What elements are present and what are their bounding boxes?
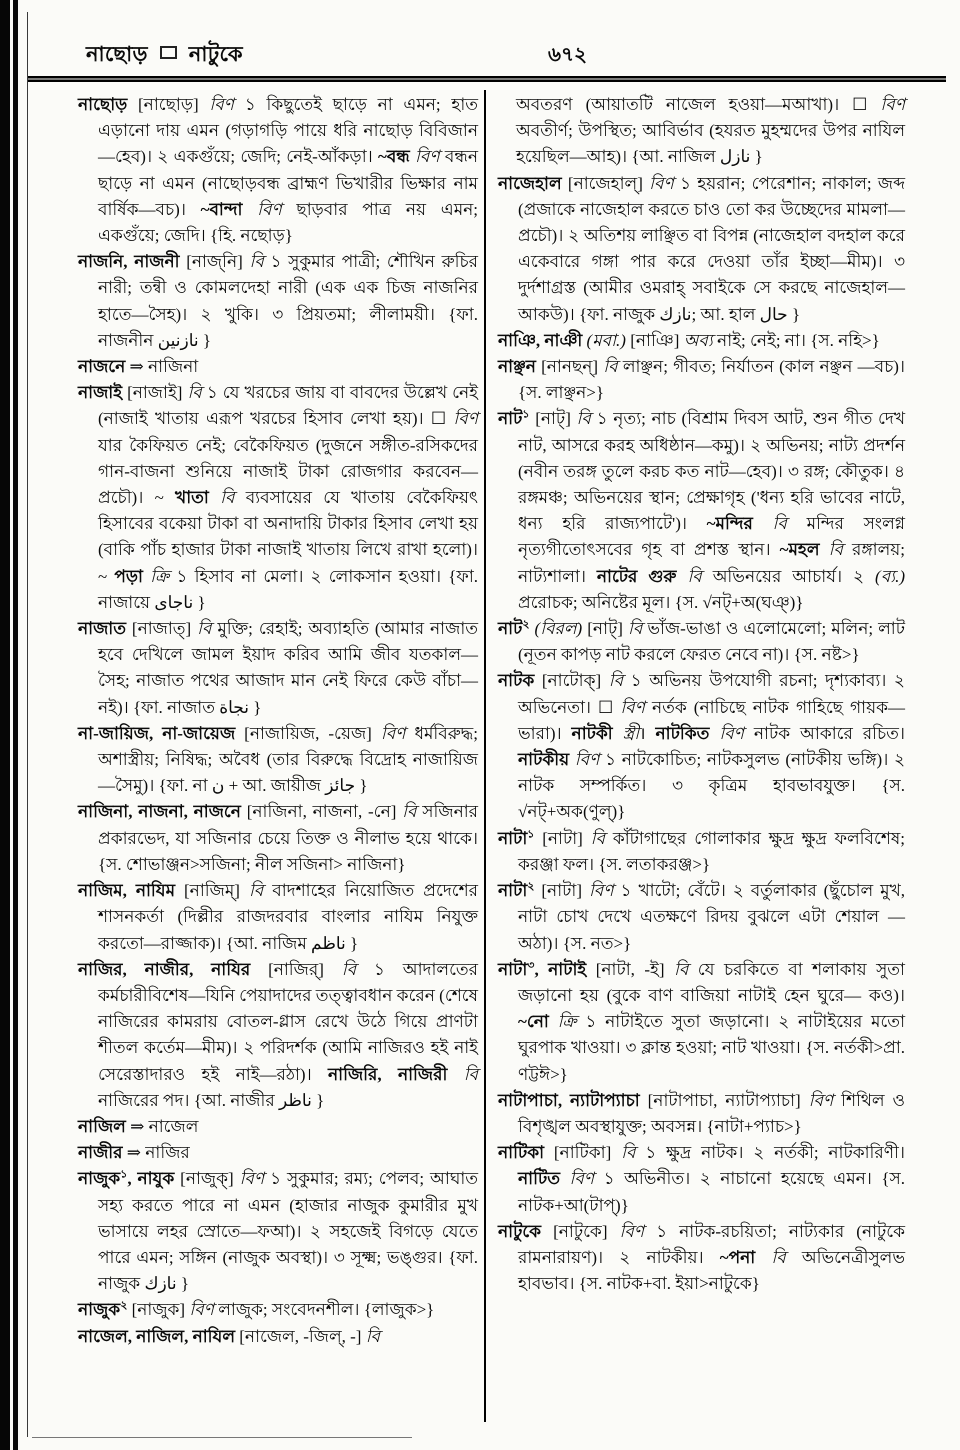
dictionary-entry: নাটা$^৩$, নাটাই [নাটা, -ই] বি যে চরকিতে বা শলাকায় সুতা জড়ানো হয় (বুকে বাণ বাজিয়া নাটাই হেন ঘুরে— কও)। ~নো ক্রি ১ নাটাইতে সুতা জড়ানো। ২ নাটাইয়ের মতো ঘুরপাক খাওয়া। ৩ ক্লান্ত হওয়া; নাট খাওয়া। {স. নর্তকী>প্রা. ণট্টঈ>}: [498, 959, 905, 1084]
page-number: ৬৭২: [548, 44, 588, 66]
binding-edge-bar-inner: [13, 0, 18, 1450]
dictionary-entry: নাটক [নাটোক্] বি ১ অভিনয় উপযোগী রচনা; দৃশ্যকাব্য। ২ অভিনেতা। ☐ বিণ নর্তক (নাচিছে নাটক গাহিছে গায়ক—ভারা)। নাটকী স্ত্রী। নাটকিত বিণ নাটক আকারে রচিত। নাটকীয় বিণ ১ নাটকোচিত; নাটকসুলভ (নাটকীয় ভঙ্গি)। ২ নাটক সম্পর্কিত। ৩ কৃত্রিম হাবভাবযুক্ত। {স. √নট্+অক(ণুল্)}: [498, 671, 906, 822]
headword: নাটাপাচা, ন্যাটাপ্যাচা: [498, 1090, 640, 1110]
dictionary-entry: নাটিকা [নাটিকা] বি ১ ক্ষুদ্র নাটক। ২ নর্তকী; নাটকারিণী। নাটিত বিণ ১ অভিনীত। ২ নাচানো হয়েছে এমন। {স. নাটক+আ(টাপ্)}: [498, 1143, 905, 1215]
headword: নাজিল: [78, 1116, 126, 1136]
headword: নাজনে: [78, 357, 126, 377]
dictionary-entry: নাটা$^২$ [নাটা] বিণ ১ খাটো; বেঁটে। ২ বর্তুলাকার (ছুঁচোল মুখ, নাটা চোখ দেখে এতক্ষণে রিদয় বুঝলে এটা শেয়াল —অঠা)। {স. নত>}: [498, 880, 906, 953]
headword: নাজুক$^২$: [78, 1299, 128, 1320]
dictionary-entry: না-জায়িজ, না-জায়েজ [নাজায়িজ, -য়েজ] বিণ ধর্মবিরুদ্ধ; অশাস্ত্রীয়; নিষিদ্ধ; অবৈধ (তার বিরুদ্ধে বিদ্রোহ নাজায়িজ—সৈমু)। {ফা. না ن + আ. জায়ীজ جائز }: [78, 723, 478, 796]
dictionary-entry: নাঞি, নাঞী (মবা.) [নাঞি] অব্য নাই; নেই; না। {স. নহি>}: [498, 330, 880, 350]
dictionary-entry: নাটুকে [নাটুকে] বিণ ১ নাটক-রচয়িতা; নাট্যকার (নাটুকে রামনারায়ণ)। ২ নাটকীয়। ~পনা বি অভিনেত্রীসুলভ হাবভাব। {স. নাটক+বা. ইয়া>নাটুকে}: [498, 1221, 906, 1294]
headword: নাজুক$^১$, নাযুক: [78, 1168, 175, 1189]
right-column: [498, 92, 905, 1297]
dictionary-entry: নাজীর ⇒ নাজির: [78, 1143, 190, 1163]
headword: নাজাই: [78, 383, 123, 403]
dictionary-entry: নাজিম, নাযিম [নাজিম্] বি বাদশাহের নিয়োজিত প্রদেশের শাসনকর্তা (দিল্লীর রাজদরবার বাংলার নাযিম নিযুক্ত করতো—রাজ্জাক)। {আ. নাজিম ناظم }: [78, 881, 478, 953]
guide-words: [86, 38, 243, 73]
headword: নাটা$^১$: [498, 828, 535, 848]
dictionary-entry: নাজুক$^২$ [নাজুক] বিণ লাজুক; সংবেদনশীল। {লাজুক>}: [78, 1299, 435, 1320]
headword: নাজেহাল: [498, 173, 562, 193]
headword: নাঞি, নাঞী: [498, 330, 583, 350]
headword: নাটুকে: [498, 1221, 542, 1241]
scan-fold-line: [27, 12, 28, 1437]
scan-artifact-line: [32, 1437, 412, 1438]
headword: নাজেল, নাজিল, নাযিল: [78, 1326, 236, 1346]
dictionary-entry: নাজিল ⇒ নাজেল: [78, 1116, 199, 1136]
headword: নাজনি, নাজনী: [78, 252, 180, 272]
entry-continuation: অবতরণ (আয়াতটি নাজেল হওয়া—মআখা)। ☐ বিণ অবতীর্ণ; উপস্থিত; আবির্ভাব (হযরত মুহম্মদের উপর নাযিল হয়েছিল—আহ)। {আ. নাজিল نازل }: [516, 95, 905, 167]
binding-edge-bar: [0, 0, 10, 1450]
headword: নাঞ্ছন: [498, 357, 536, 377]
headword: নাটা$^৩$, নাটাই: [498, 959, 587, 979]
dictionary-entry: নাজিনা, নাজনা, নাজনে [নাজিনা, নাজনা, -নে] বি সজিনার প্রকারভেদ, যা সজিনার চেয়ে তিক্ত ও নীলাভ হয়ে থাকে। {স. শোভাঞ্জন>সজিনা; নীল সজিনা> নাজিনা}: [78, 802, 479, 874]
headword: নাজির, নাজীর, নাযির: [78, 959, 251, 979]
headword: নাটা$^২$: [498, 880, 535, 901]
headword: নাজাত: [78, 619, 126, 639]
guide-word-right: নাটুকে: [188, 42, 243, 66]
dictionary-entry: নাটাপাচা, ন্যাটাপ্যাচা [নাটাপাচা, ন্যাটাপ্যাচা] বিণ শিথিল ও বিশৃঙ্খল অবস্থাযুক্ত; অবসন্ন। {নাটা+প্যাচ>}: [498, 1090, 906, 1136]
headword: নাটিকা: [498, 1143, 545, 1163]
dictionary-entry: নাজাত [নাজাত্] বি মুক্তি; রেহাই; অব্যাহতি (আমার নাজাত হবে দেখিলে জামল ইয়াদ করিব আমি জীব যতকাল—সৈহ; নাজাত পথের আজাদ মান নেই ফিরে কেউ বাঁচা—নই)। {ফা. নাজাত نجاة }: [78, 619, 479, 717]
dictionary-entry: নাটা$^১$ [নাটা] বি কাঁটাগাছের গোলাকার ক্ষুদ্র ক্ষুদ্র ফলবিশেষ; করঞ্জা ফল। {স. লতাকরঞ্জ>}: [498, 828, 905, 874]
separator-box-icon: [160, 46, 177, 59]
left-column: [78, 92, 478, 1350]
dictionary-entry: নাছোড় [নাছোড়] বিণ ১ কিছুতেই ছাড়ে না এমন; হাত এড়ানো দায় এমন (গড়াগড়ি পায়ে ধরি নাছোড় বিবিজান —হেব)। ২ একগুঁয়ে; জেদি; নেই-আঁকড়া। ~বন্ধ বিণ বন্ধন ছাড়ে না এমন (নাছোড়বন্ধ ব্রাহ্মণ ভিখারীর ভিক্ষার নাম বার্ষিক—বচ)। ~বান্দা বিণ ছাড়বার পাত্র নয় এমন; একগুঁয়ে; জেদি। {হি. নছোড়}: [78, 95, 479, 246]
dictionary-entry: নাজেহাল [নাজেহাল্] বিণ ১ হয়রান; পেরেশান; নাকাল; জব্দ (প্রজাকে নাজেহাল করতে চাও তো কর উচ্ছেদের মামলা—প্রচৌ)। ২ অতিশয় লাঞ্ছিত বা বিপন্ন (নাজেহাল বদহাল করে একেবারে গঙ্গা পার করে দেওয়া তাঁর ইচ্ছা—মীম)। ৩ দুর্দশাগ্রস্ত (আমীর ওমরাহ্ সবাইকে সে করছে নাজেহাল—আকউ)। {ফা. নাজুক نازك; আ. হাল حال }: [498, 173, 906, 324]
dictionary-entry: নাজনি, নাজনী [নাজ্‌নি] বি ১ সুকুমার পাত্রী; শৌখিন রুচির নারী; তন্বী ও কোমলদেহা নারী (এক এক চিজ নাজনির হাতে—সৈহ)। ২ খুকি। ৩ প্রিয়তমা; লীলাময়ী। {ফা. নাজনীন نازنين }: [78, 252, 478, 350]
dictionary-entry: নাট$^২$ (বিরল) [নাট্] বি ভাঁজ-ভাঙা ও এলোমেলো; মলিন; লাট (নূতন কাপড় নাট করলে ফেরত নেবে না)। {স. নষ্ট>}: [498, 618, 905, 665]
headword: নাজীর: [78, 1143, 123, 1163]
dictionary-entry: নাট$^১$ [নাট্] বি ১ নৃত্য; নাচ (বিশ্রাম দিবস আট, শুন গীত দেখ নাট, আসরে করহ অধিষ্ঠান—কমু)। ২ অভিনয়; নাট্য প্রদর্শন (নবীন তরঙ্গ তুলে করচ কত নাট—হেব)। ৩ রঙ্গ; কৌতুক। ৪ রঙ্গমঞ্চ; অভিনয়ের স্থান; প্রেক্ষাগৃহ ('ধন্য হরি ভাবের নাটে, ধন্য হরি রাজ্যপাটে')। ~মন্দির বি মন্দির সংলগ্ন নৃত্যগীতোৎসবের গৃহ বা প্রশস্ত স্থান। ~মহল বি রঙ্গালয়; নাট্যশালা। নাটের গুরু বি অভিনয়ের আচার্য। ২ (ব্য.) প্ররোচক; অনিষ্টের মূল। {স. √নট্+অ(ঘঞ্)}: [498, 408, 906, 612]
dictionary-entry: নাঞ্ছন [নানছন্] বি লাঞ্ছন; গীবত; নির্যাতন (কাল নঞ্ছন —বচ)। {স. লাঞ্ছন>}: [498, 357, 906, 403]
dictionary-entry: নাজাই [নাজাই] বি ১ যে খরচের জায় বা বাবদের উল্লেখ নেই (নাজাই খাতায় এরূপ খরচের হিসাব লেখা হয়)। ☐ বিণ যার কৈফিয়ত নেই; বেকৈফিয়ত (দুজনে সঙ্গীত-রসিকদের গান-বাজনা শুনিয়ে নাজাই টাকা রোজগার করবেন—প্রচৌ)। ~ খাতা বি ব্যবসায়ের যে খাতায় বেকৈফিয়ৎ হিসাবের বকেয়া টাকা বা অনাদায়ি টাকার হিসাব লেখা হয় (বাকি পাঁচ হাজার টাকা নাজাই খাতায় লিখে রাখা হলো)। ~ পড়া ক্রি ১ হিসাব না মেলা। ২ লোকসান হওয়া। {ফা. নাজায়ে ناجاى }: [78, 383, 479, 612]
dictionary-entry: নাজির, নাজীর, নাযির [নাজির্] বি ১ আদালতের কর্মচারীবিশেষ—যিনি পেয়াদাদের তত্ত্বাবধান করেন (শেষে নাজিরের কামরায় বোতল-গ্লাস রেখে উঠে গিয়ে প্রাণটা শীতল কর্তেম—মীম)। ২ পরিদর্শক (আমি নাজিরও হই নাই সেরেস্তাদারও হই নাই—রঠা)। নাজিরি, নাজিরী বি নাজিরের পদ। {আ. নাজীর ناظر }: [78, 959, 479, 1110]
headword: নাট$^২$: [498, 618, 530, 639]
guide-word-left: নাছোড়: [86, 42, 148, 66]
header-rule: [28, 76, 946, 82]
headword: নাজিম, নাযিম: [78, 881, 176, 901]
dictionary-entry: নাজেল, নাজিল, নাযিল [নাজেল, -জিল্, -] বি: [78, 1326, 381, 1346]
dictionary-entry: নাজুক$^১$, নাযুক [নাজুক্] বিণ ১ সুকুমার; রম্য; পেলব; আঘাত সহ্য করতে পারে না এমন (হাজার নাজুক কুমারীর মুখ ভাসায়ে লহর স্রোতে—ফআ)। ২ সহজেই বিগড়ে যেতে পারে এমন; সঙ্গিন (নাজুক অবস্থা)। ৩ সূক্ষ্ম; ভঙ্গুর। {ফা. নাজুক نازك }: [78, 1168, 479, 1294]
headword: নাজিনা, নাজনা, নাজনে: [78, 802, 241, 822]
headword: নাছোড়: [78, 95, 128, 114]
headword: না-জায়িজ, না-জায়েজ: [78, 723, 236, 743]
headword: নাটক: [498, 671, 535, 691]
column-divider: [484, 90, 486, 1422]
dictionary-entry: নাজনে ⇒ নাজিনা: [78, 357, 199, 377]
headword: নাট$^১$: [498, 408, 530, 429]
